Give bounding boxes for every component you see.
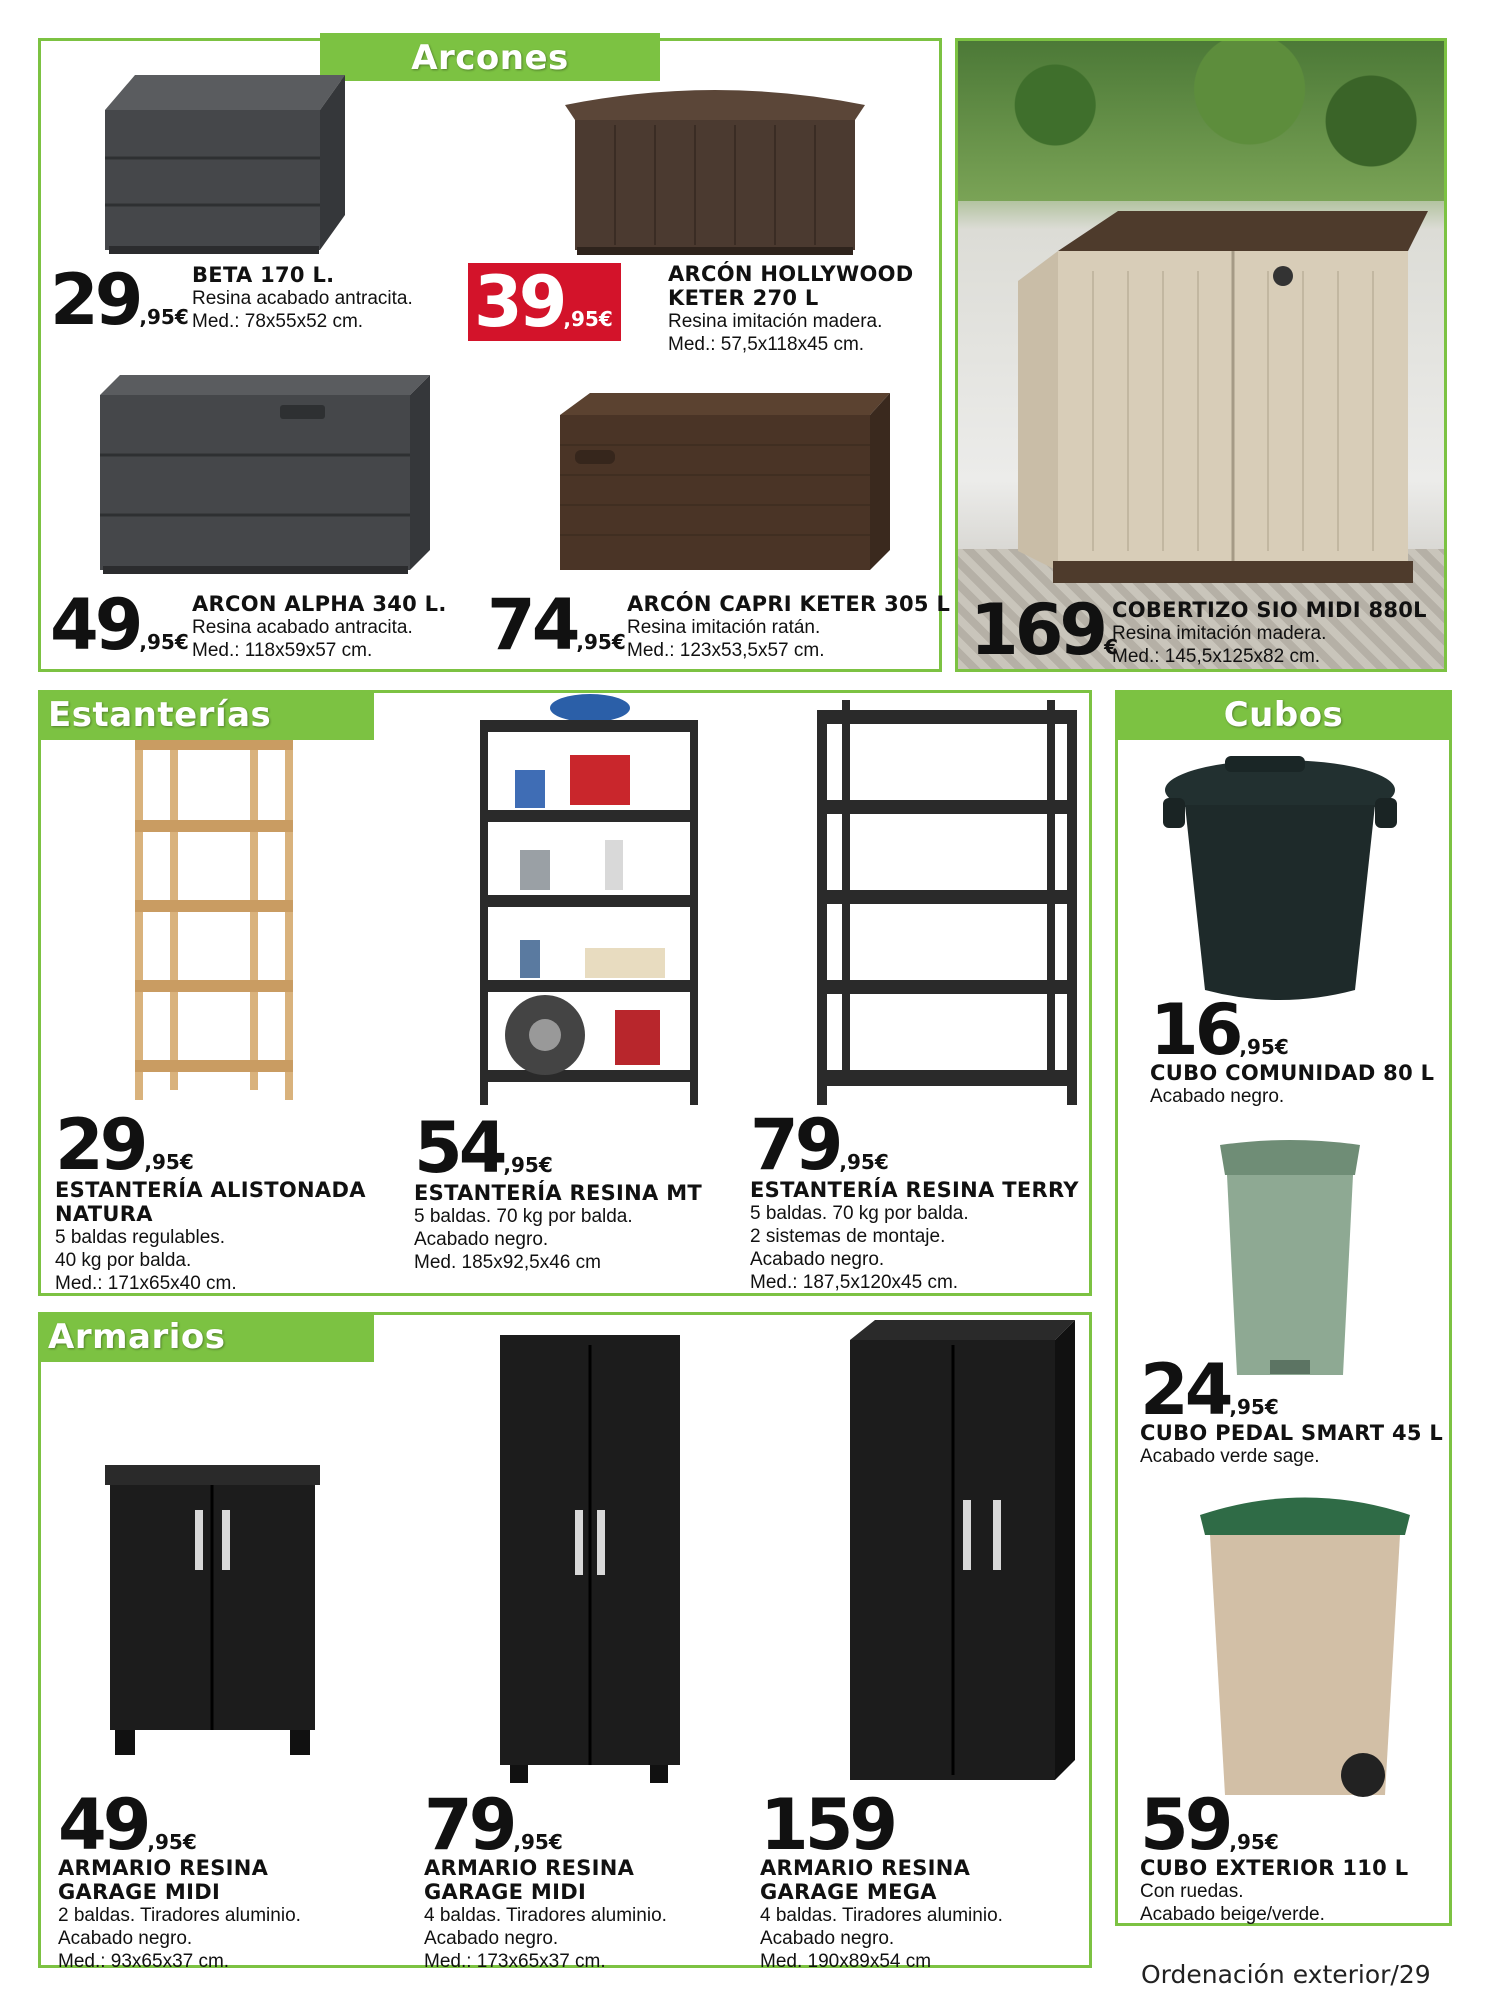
section-tab-arcones: Arcones	[320, 33, 660, 81]
cubo-exterior	[1140, 1784, 1409, 1926]
price	[414, 1107, 702, 1189]
estanteria-terry	[750, 1104, 1079, 1294]
price-cents: ,95€	[144, 1150, 194, 1174]
product-name: ARMARIO RESINA	[760, 1856, 971, 1880]
product-desc: Resina acabado antracita.	[192, 288, 413, 309]
product-desc: 5 baldas. 70 kg por balda.	[414, 1206, 633, 1227]
product-name: GARAGE MEGA	[760, 1880, 937, 1904]
product-desc: Resina imitación madera.	[668, 311, 883, 332]
product-desc: 4 baldas. Tiradores aluminio.	[760, 1905, 1003, 1926]
price-cents: ,95€	[147, 1830, 197, 1854]
price	[50, 584, 189, 666]
arcon-hollywood	[468, 263, 621, 341]
price-integer: 29	[55, 1104, 145, 1186]
product-desc: 5 baldas. 70 kg por balda.	[750, 1203, 969, 1224]
armario-midi-2	[58, 1784, 301, 1973]
price-cents: ,95€	[1239, 1035, 1289, 1059]
price-cents: ,95€	[576, 630, 626, 654]
price-integer: 54	[414, 1107, 504, 1189]
product-name: ESTANTERÍA ALISTONADA	[55, 1178, 366, 1202]
product-name: KETER 270 L	[668, 286, 819, 310]
cubo-comunidad	[1150, 989, 1435, 1108]
armario-mega	[760, 1784, 1003, 1973]
product-name: ESTANTERÍA RESINA TERRY	[750, 1178, 1079, 1202]
cobertizo	[970, 589, 1119, 671]
arcon-beta	[50, 259, 189, 341]
product-desc: Med.: 57,5x118x45 cm.	[668, 334, 865, 355]
armario-midi-4-image	[495, 1335, 685, 1785]
price	[424, 1784, 667, 1866]
product-desc: Med.: 93x65x37 cm.	[58, 1951, 230, 1972]
estanteria-alistonada	[55, 1104, 366, 1295]
price	[55, 1104, 366, 1186]
product-desc: Acabado negro.	[750, 1249, 885, 1270]
product-desc: Con ruedas.	[1140, 1881, 1244, 1902]
price-integer: 79	[750, 1104, 840, 1186]
price-cents: ,95€	[503, 1153, 553, 1177]
product-name: ARCON ALPHA 340 L.	[192, 592, 447, 616]
price-integer: 74	[487, 584, 577, 666]
price-integer: 29	[50, 259, 140, 341]
price-cents: ,95€	[139, 630, 189, 654]
price	[970, 589, 1119, 671]
price-integer: 169	[970, 589, 1105, 671]
product-desc: Med.: 145,5x125x82 cm.	[1112, 646, 1321, 667]
product-name: CUBO PEDAL SMART 45 L	[1140, 1421, 1444, 1445]
fern-background	[958, 41, 1444, 201]
product-desc: 4 baldas. Tiradores aluminio.	[424, 1905, 667, 1926]
price-integer: 24	[1140, 1349, 1230, 1431]
arcon-beta-info	[192, 263, 413, 333]
price-integer: 159	[760, 1784, 895, 1866]
price-integer: 49	[58, 1784, 148, 1866]
product-desc: 2 sistemas de montaje.	[750, 1226, 946, 1247]
product-name: ARMARIO RESINA	[424, 1856, 635, 1880]
arcon-alpha-info	[192, 592, 447, 662]
product-desc: 2 baldas. Tiradores aluminio.	[58, 1905, 301, 1926]
price-cents: ,95€	[839, 1150, 889, 1174]
price-integer: 16	[1150, 989, 1240, 1071]
arcon-capri-info	[627, 592, 950, 662]
section-tab-armarios: Armarios	[38, 1312, 374, 1362]
price-integer: 49	[50, 584, 140, 666]
cubo-pedal	[1140, 1349, 1444, 1468]
product-name: ARCÓN HOLLYWOOD	[668, 262, 914, 286]
product-name: NATURA	[55, 1202, 153, 1226]
product-desc: Med.: 118x59x57 cm.	[192, 640, 373, 661]
estanteria-terry-image	[812, 700, 1087, 1110]
section-tab-estanterias: Estanterías	[38, 690, 374, 740]
estanteria-mt-image	[475, 690, 705, 1110]
price	[1140, 1349, 1443, 1431]
product-desc: 40 kg por balda.	[55, 1250, 192, 1271]
arcon-capri-image	[555, 390, 895, 580]
price-cents: ,95€	[1229, 1830, 1279, 1854]
product-desc: Resina imitación madera.	[1112, 623, 1327, 644]
product-desc: Acabado negro.	[424, 1928, 559, 1949]
estanteria-mt	[414, 1107, 703, 1274]
product-desc: Resina acabado antracita.	[192, 617, 413, 638]
product-name: COBERTIZO SIO MIDI 880L	[1112, 598, 1427, 622]
page-footer: Ordenación exterior/29	[1141, 1960, 1431, 1989]
product-desc: Acabado negro.	[58, 1928, 193, 1949]
price	[50, 259, 189, 341]
arcon-alpha	[50, 584, 189, 666]
arcon-beta-image	[95, 70, 355, 260]
product-name: CUBO COMUNIDAD 80 L	[1150, 1061, 1435, 1085]
product-desc: Acabado negro.	[414, 1229, 549, 1250]
cubo-pedal-image	[1215, 1135, 1365, 1385]
price	[468, 263, 621, 341]
armario-midi-4	[424, 1784, 667, 1973]
price-cents: €	[1104, 635, 1119, 659]
product-desc: Acabado negro.	[1150, 1086, 1285, 1107]
product-desc: Med.: 171x65x40 cm.	[55, 1273, 237, 1294]
price-cents: ,95€	[563, 307, 613, 331]
product-desc: Acabado negro.	[760, 1928, 895, 1949]
estanteria-alistonada-image	[125, 740, 315, 1100]
product-desc: Acabado beige/verde.	[1140, 1904, 1325, 1925]
armario-mega-image	[845, 1320, 1080, 1785]
price-integer: 79	[424, 1784, 514, 1866]
product-name: GARAGE MIDI	[58, 1880, 221, 1904]
price	[1150, 989, 1434, 1071]
product-name: GARAGE MIDI	[424, 1880, 587, 1904]
price	[760, 1784, 1003, 1866]
cobertizo-shed-image	[998, 201, 1438, 601]
price-cents: ,95€	[1229, 1395, 1279, 1419]
price	[750, 1104, 1079, 1186]
cobertizo-photo	[955, 38, 1447, 672]
product-name: ARMARIO RESINA	[58, 1856, 269, 1880]
armario-midi-2-image	[100, 1465, 325, 1760]
cubo-comunidad-image	[1155, 750, 1415, 1010]
product-name: CUBO EXTERIOR 110 L	[1140, 1856, 1409, 1880]
price	[1140, 1784, 1408, 1866]
price-cents: ,95€	[139, 305, 189, 329]
cubo-exterior-image	[1195, 1485, 1415, 1810]
price-integer: 59	[1140, 1784, 1230, 1866]
product-desc: Med. 185x92,5x46 cm	[414, 1252, 601, 1273]
price-cents: ,95€	[513, 1830, 563, 1854]
product-desc: Med.: 187,5x120x45 cm.	[750, 1272, 959, 1293]
arcon-alpha-image	[95, 370, 435, 580]
arcon-hollywood-image	[555, 75, 875, 260]
arcon-hollywood-info	[668, 262, 914, 356]
product-name: ESTANTERÍA RESINA MT	[414, 1181, 703, 1205]
price-integer: 39	[474, 261, 564, 343]
product-desc: Med.: 173x65x37 cm.	[424, 1951, 606, 1972]
arcon-capri	[487, 584, 626, 666]
product-desc: Acabado verde sage.	[1140, 1446, 1320, 1467]
price	[487, 584, 626, 666]
cobertizo-info	[1112, 598, 1427, 668]
product-desc: 5 baldas regulables.	[55, 1227, 226, 1248]
product-desc: Med. 190x89x54 cm	[760, 1951, 932, 1972]
price	[58, 1784, 301, 1866]
product-desc: Med.: 78x55x52 cm.	[192, 311, 364, 332]
product-name: BETA 170 L.	[192, 263, 335, 287]
section-tab-cubos: Cubos	[1115, 690, 1452, 740]
product-desc: Med.: 123x53,5x57 cm.	[627, 640, 825, 661]
product-name: ARCÓN CAPRI KETER 305 L	[627, 592, 951, 616]
product-desc: Resina imitación ratán.	[627, 617, 821, 638]
